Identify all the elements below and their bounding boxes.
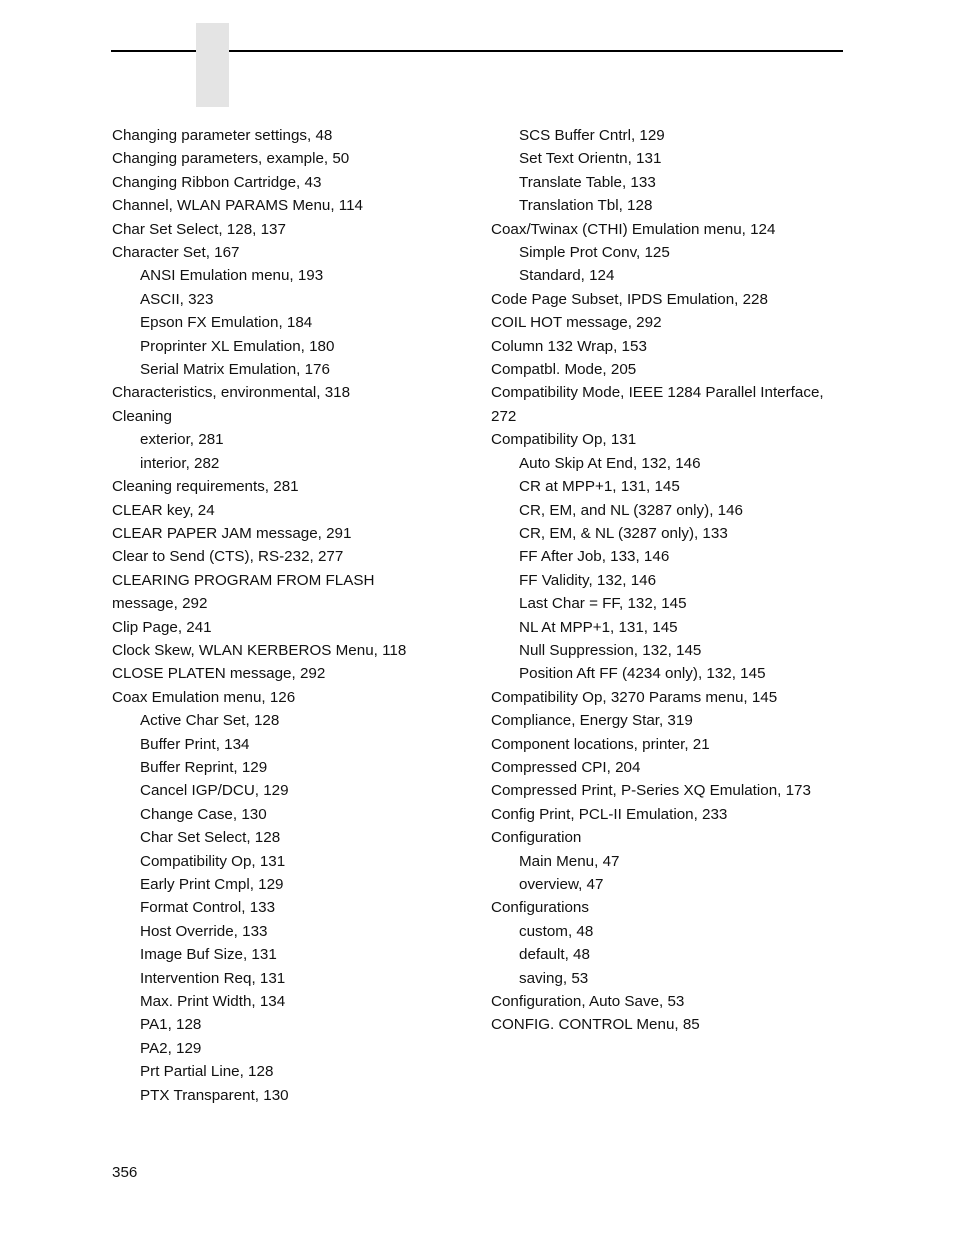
index-subentry: Position Aft FF (4234 only), 132, 145 [519, 665, 766, 683]
index-entry: CLEARING PROGRAM FROM FLASH [112, 571, 375, 589]
index-subentry: Host Override, 133 [140, 922, 268, 940]
index-subentry: Intervention Req, 131 [140, 969, 286, 987]
index-subentry: Buffer Print, 134 [140, 735, 250, 753]
index-entry: Compatibility Op, 131 [491, 431, 637, 449]
index-subentry: Buffer Reprint, 129 [140, 758, 268, 776]
index-entry: Cleaning requirements, 281 [112, 478, 299, 496]
index-subentry: Translate Table, 133 [519, 173, 656, 191]
index-entry: CONFIG. CONTROL Menu, 85 [491, 1016, 700, 1034]
index-subentry: CR at MPP+1, 131, 145 [519, 478, 680, 496]
index-subentry: PTX Transparent, 130 [140, 1086, 289, 1104]
index-subentry: default, 48 [519, 946, 590, 964]
index-entry: Changing parameters, example, 50 [112, 150, 350, 168]
index-subentry: Format Control, 133 [140, 899, 276, 917]
index-subentry: Change Case, 130 [140, 805, 267, 823]
index-entry: Compatbl. Mode, 205 [491, 361, 637, 379]
index-subentry: Set Text Orientn, 131 [519, 150, 662, 168]
index-subentry: Standard, 124 [519, 267, 615, 285]
index-entry: Compatibility Op, 3270 Params menu, 145 [491, 688, 778, 706]
page-number: 356 [112, 1164, 138, 1181]
index-entry: Coax Emulation menu, 126 [112, 688, 296, 706]
index-entry: Compressed Print, P-Series XQ Emulation, 173 [491, 782, 811, 800]
index-subentry: Null Suppression, 132, 145 [519, 641, 702, 659]
index-entry: CLOSE PLATEN message, 292 [112, 665, 326, 683]
header-tab-marker [196, 23, 229, 107]
index-entry: Configurations [491, 899, 589, 917]
index-entry: Changing parameter settings, 48 [112, 127, 333, 144]
index-entry: COIL HOT message, 292 [491, 314, 662, 332]
index-column-right [491, 124, 843, 1037]
index-entry: 272 [491, 407, 517, 425]
index-entry: Compliance, Energy Star, 319 [491, 712, 693, 730]
index-entry: Clear to Send (CTS), RS-232, 277 [112, 548, 344, 566]
index-entry: Clip Page, 241 [112, 618, 212, 636]
index-entry: Configuration, Auto Save, 53 [491, 993, 685, 1011]
index-subentry: CR, EM, & NL (3287 only), 133 [519, 524, 728, 542]
index-entry: Configuration [491, 829, 582, 847]
index-subentry: CR, EM, and NL (3287 only), 146 [519, 501, 743, 519]
index-subentry: Max. Print Width, 134 [140, 993, 286, 1011]
index-entry: Channel, WLAN PARAMS Menu, 114 [112, 197, 363, 215]
index-subentry: NL At MPP+1, 131, 145 [519, 618, 678, 636]
index-entry: Compressed CPI, 204 [491, 758, 641, 776]
index-subentry: Active Char Set, 128 [140, 712, 280, 730]
index-entry: Character Set, 167 [112, 244, 240, 262]
index-subentry: Early Print Cmpl, 129 [140, 876, 284, 893]
index-subentry: saving, 53 [519, 969, 589, 987]
index-subentry: overview, 47 [519, 876, 604, 893]
index-subentry: SCS Buffer Cntrl, 129 [519, 127, 665, 144]
index-subentry: ANSI Emulation menu, 193 [140, 267, 324, 285]
index-subentry: interior, 282 [140, 454, 220, 472]
index-entry: CLEAR key, 24 [112, 501, 215, 519]
index-subentry: Serial Matrix Emulation, 176 [140, 361, 330, 379]
index-subentry: FF After Job, 133, 146 [519, 548, 670, 566]
index-subentry: Char Set Select, 128 [140, 829, 281, 847]
index-entry: Config Print, PCL-II Emulation, 233 [491, 805, 728, 823]
index-entry: Cleaning [112, 407, 172, 425]
index-entry: Characteristics, environmental, 318 [112, 384, 351, 402]
index-entry: Changing Ribbon Cartridge, 43 [112, 173, 322, 191]
index-entry: Code Page Subset, IPDS Emulation, 228 [491, 290, 768, 308]
index-entry: message, 292 [112, 595, 208, 613]
index-subentry: ASCII, 323 [140, 290, 214, 308]
index-subentry: custom, 48 [519, 922, 594, 940]
index-subentry: Auto Skip At End, 132, 146 [519, 454, 701, 472]
index-subentry: PA1, 128 [140, 1016, 202, 1034]
index-subentry: Last Char = FF, 132, 145 [519, 595, 687, 613]
index-subentry: Cancel IGP/DCU, 129 [140, 782, 289, 800]
index-subentry: PA2, 129 [140, 1039, 202, 1057]
index-entry: Char Set Select, 128, 137 [112, 220, 286, 238]
index-entry: Component locations, printer, 21 [491, 735, 710, 753]
index-entry: Clock Skew, WLAN KERBEROS Menu, 118 [112, 641, 407, 659]
index-subentry: Epson FX Emulation, 184 [140, 314, 313, 332]
index-entry: Coax/Twinax (CTHI) Emulation menu, 124 [491, 220, 776, 238]
index-subentry: Main Menu, 47 [519, 852, 620, 870]
index-entry: CLEAR PAPER JAM message, 291 [112, 524, 352, 542]
index-subentry: FF Validity, 132, 146 [519, 571, 657, 589]
index-subentry: Simple Prot Conv, 125 [519, 244, 670, 262]
index-subentry: Translation Tbl, 128 [519, 197, 653, 215]
index-entry: Column 132 Wrap, 153 [491, 337, 647, 355]
index-column-left [112, 124, 482, 1107]
index-entry: Compatibility Mode, IEEE 1284 Parallel Interface, [491, 384, 824, 402]
index-subentry: Prt Partial Line, 128 [140, 1063, 274, 1081]
index-subentry: exterior, 281 [140, 431, 224, 449]
index-subentry: Image Buf Size, 131 [140, 946, 277, 964]
index-subentry: Proprinter XL Emulation, 180 [140, 337, 335, 355]
index-subentry: Compatibility Op, 131 [140, 852, 286, 870]
